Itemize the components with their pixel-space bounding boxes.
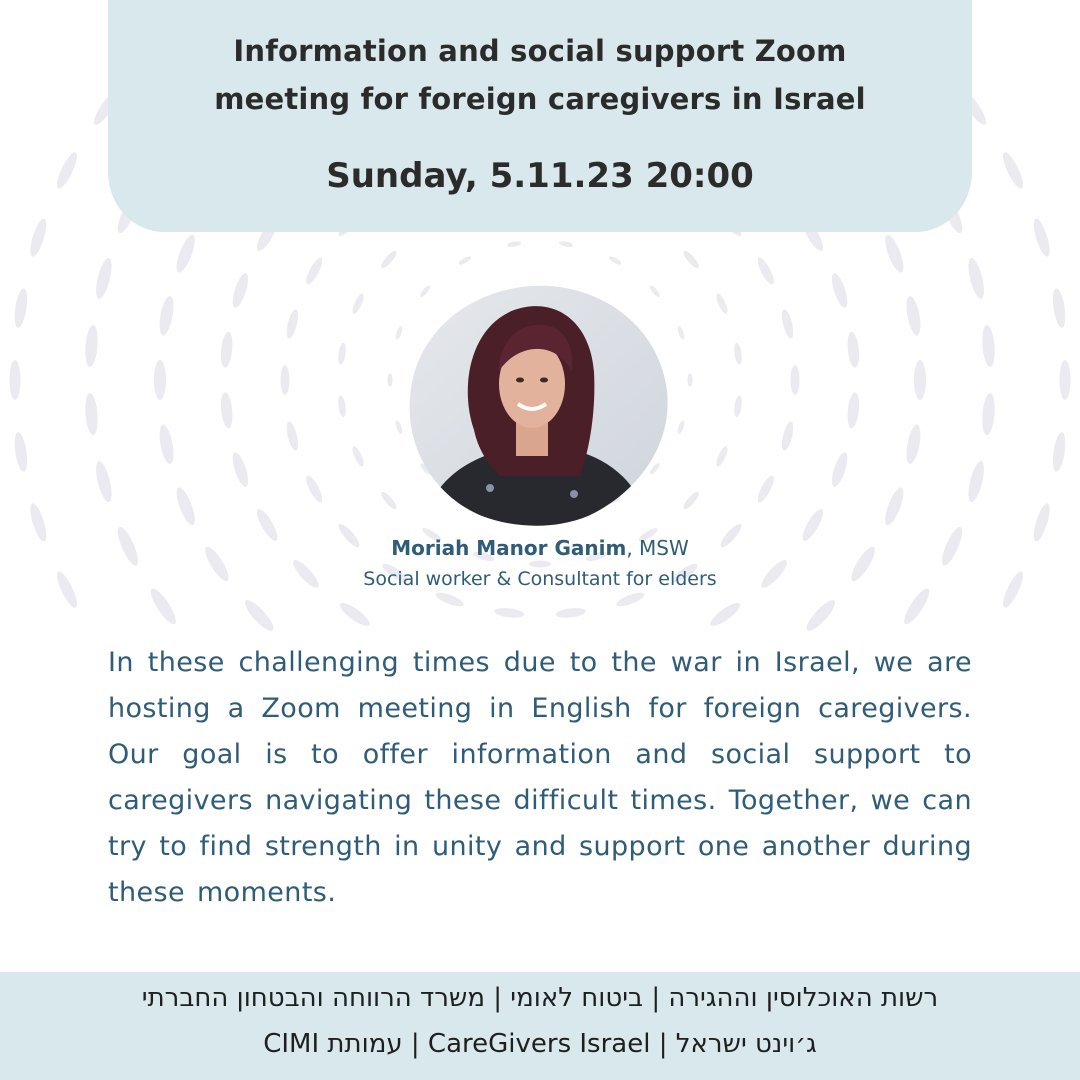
pattern-dash <box>1051 431 1068 472</box>
speaker-photo <box>404 280 674 526</box>
pattern-dash <box>337 599 373 629</box>
pattern-dash <box>12 431 29 472</box>
pattern-dash <box>733 395 743 418</box>
pattern-dash <box>681 249 701 270</box>
pattern-dash <box>829 451 851 489</box>
pattern-dash <box>394 325 403 340</box>
pattern-dash <box>350 292 365 315</box>
pattern-dash <box>965 460 987 504</box>
pattern-dash <box>230 272 252 310</box>
pattern-dash <box>10 360 21 400</box>
pattern-dash <box>27 217 49 258</box>
pattern-dash <box>714 445 729 468</box>
pattern-dash <box>755 474 777 505</box>
pattern-dash <box>707 599 743 629</box>
speaker-name: Moriah Manor Ganim <box>391 536 627 560</box>
pattern-dash <box>388 373 393 387</box>
pattern-dash <box>12 287 29 328</box>
pattern-dash <box>803 597 839 635</box>
pattern-dash <box>676 325 685 340</box>
pattern-dash <box>681 490 701 511</box>
pattern-dash <box>881 233 907 275</box>
pattern-dash <box>147 586 180 628</box>
pattern-dash <box>829 272 851 310</box>
pattern-dash <box>394 420 403 435</box>
pattern-dash <box>241 597 277 635</box>
pattern-dash <box>1031 217 1053 258</box>
pattern-dash <box>53 150 80 191</box>
pattern-dash <box>733 342 743 365</box>
pattern-dash <box>914 360 926 400</box>
pattern-dash <box>157 295 176 337</box>
pattern-dash <box>608 255 623 266</box>
pattern-dash <box>303 474 325 505</box>
pattern-dash <box>904 423 923 465</box>
pattern-dash <box>219 392 234 429</box>
speaker-credential: , MSW <box>626 536 689 560</box>
pattern-dash <box>458 255 473 266</box>
pattern-dash <box>846 392 861 429</box>
pattern-dash <box>494 607 525 620</box>
pattern-dash <box>93 460 115 504</box>
pattern-dash <box>615 590 646 609</box>
pattern-dash <box>780 308 796 339</box>
pattern-dash <box>791 365 800 395</box>
pattern-dash <box>846 331 861 368</box>
event-title-line-2: meeting for foreign caregivers in Israel <box>214 82 866 116</box>
pattern-dash <box>281 365 290 395</box>
pattern-dash <box>900 586 933 628</box>
pattern-dash <box>84 324 99 367</box>
speaker-name-line <box>0 536 1080 560</box>
pattern-dash <box>173 485 199 527</box>
pattern-dash <box>303 256 325 287</box>
pattern-dash <box>93 257 115 301</box>
pattern-dash <box>157 423 176 465</box>
event-date-time: Sunday, 5.11.23 20:00 <box>326 156 754 196</box>
pattern-dash <box>284 308 300 339</box>
pattern-dash <box>780 420 796 451</box>
pattern-dash <box>284 420 300 451</box>
speaker-role: Social worker & Consultant for elders <box>363 568 717 590</box>
pattern-dash <box>881 485 907 527</box>
pattern-dash <box>965 257 987 301</box>
pattern-dash <box>379 490 399 511</box>
pattern-dash <box>999 150 1026 191</box>
pattern-dash <box>337 395 347 418</box>
pattern-dash <box>755 256 777 287</box>
pattern-dash <box>219 331 234 368</box>
pattern-dash <box>981 393 996 436</box>
pattern-dash <box>555 607 586 620</box>
pattern-dash <box>434 590 465 609</box>
pattern-dash <box>350 445 365 468</box>
pattern-dash <box>230 451 252 489</box>
pattern-dash <box>337 342 347 365</box>
pattern-dash <box>981 324 996 367</box>
pattern-dash <box>84 393 99 436</box>
pattern-dash <box>507 240 522 247</box>
pattern-dash <box>688 373 693 387</box>
pattern-dash <box>529 561 551 568</box>
pattern-dash <box>379 249 399 270</box>
pattern-dash <box>676 420 685 435</box>
pattern-dash <box>1060 360 1071 400</box>
pattern-dash <box>714 292 729 315</box>
pattern-dash <box>904 295 923 337</box>
pattern-dash <box>173 233 199 275</box>
pattern-dash <box>154 360 166 400</box>
pattern-dash <box>559 240 574 247</box>
partners-line-1: רשות האוכלוסין וההגירה | ביטוח לאומי | משרד הרווחה והבטחון החברתי <box>141 983 939 1013</box>
event-title-line-1: Information and social support Zoom <box>233 34 847 68</box>
event-description: In these challenging times due to the war in Israel, we are hosting a Zoom meeting in English for foreign caregivers. Our goal is to offer information and social support to caregivers navigating these difficult times. Together, we can try to find strength in unity and support one another during these moments. <box>108 647 972 908</box>
pattern-dash <box>1051 287 1068 328</box>
partners-line-2: ג׳וינט ישראל | CareGivers Israel | עמותת CIMI <box>263 1029 817 1059</box>
